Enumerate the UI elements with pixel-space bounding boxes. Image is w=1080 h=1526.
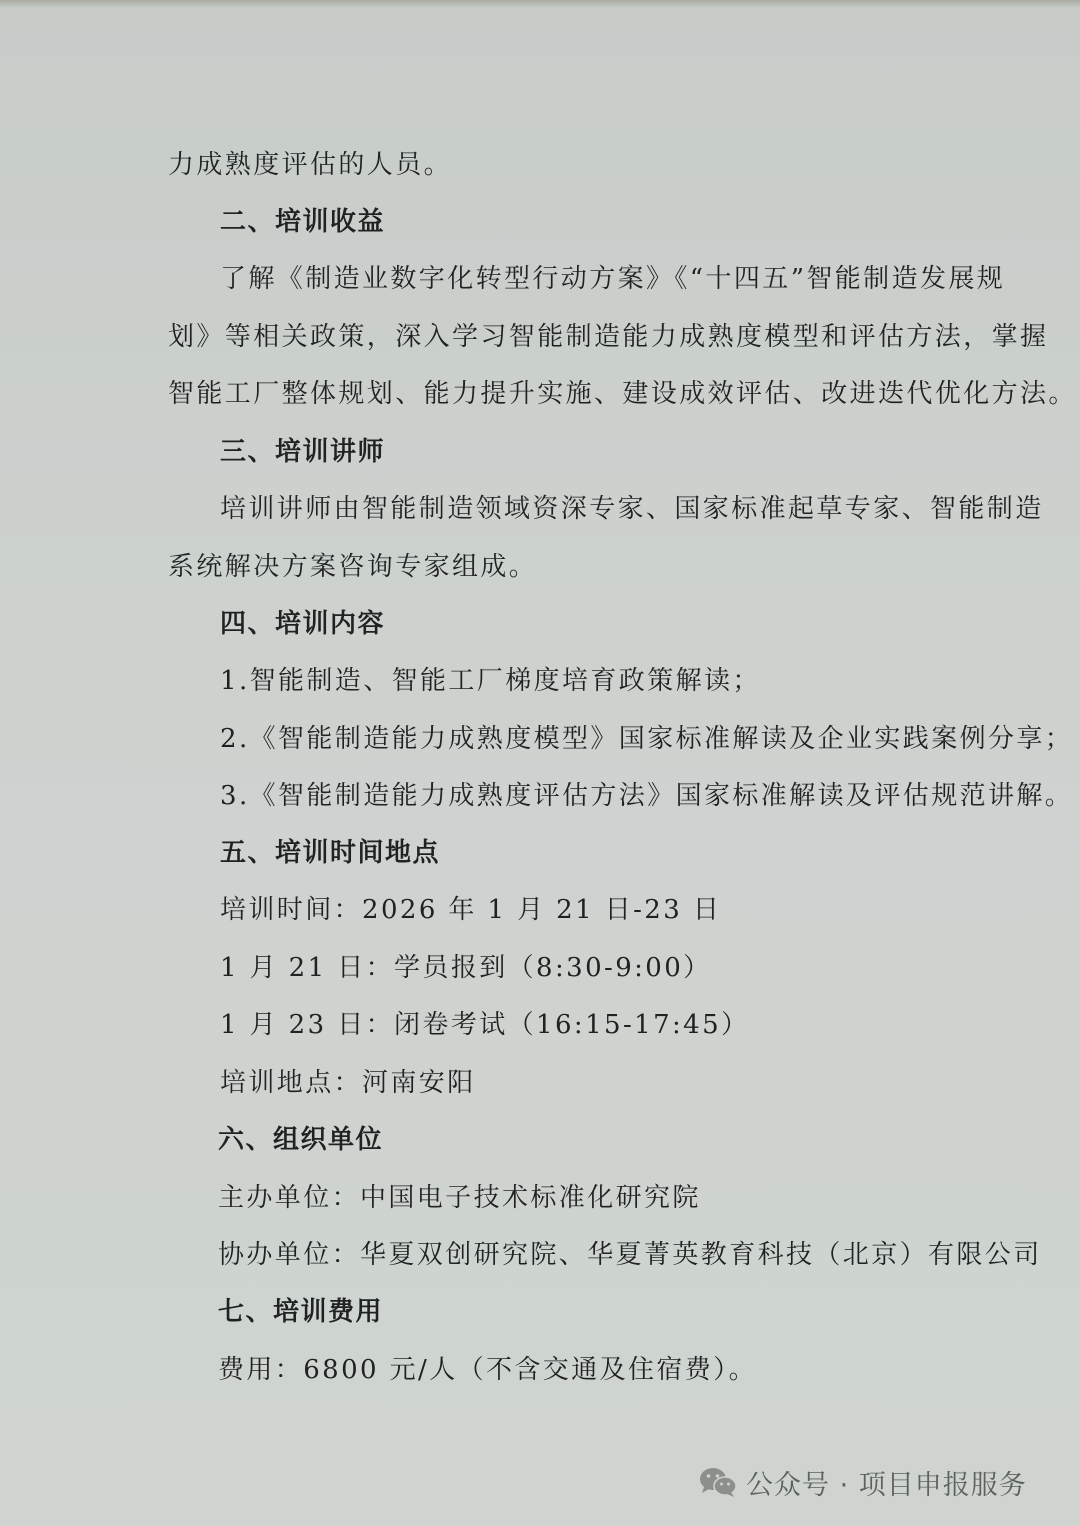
- paragraph-line: 智能工厂整体规划、能力提升实施、建设成效评估、改进迭代优化方法。: [168, 379, 1077, 409]
- paragraph-line: 力成熟度评估的人员。: [168, 150, 453, 180]
- training-fee: 费用：6800 元/人（不含交通及住宿费）。: [218, 1355, 757, 1385]
- paragraph-line: 了解《制造业数字化转型行动方案》《“十四五”智能制造发展规: [220, 264, 1006, 294]
- list-item: 1.智能制造、智能工厂梯度培育政策解读；: [220, 666, 761, 696]
- list-item: 3.《智能制造能力成熟度评估方法》国家标准解读及评估规范讲解。: [220, 781, 1074, 811]
- section-heading-benefits: 二、培训收益: [220, 207, 386, 237]
- watermark-text: 公众号 · 项目申报服务: [746, 1469, 1027, 1501]
- watermark: [698, 1462, 1027, 1502]
- section-heading-lecturers: 三、培训讲师: [220, 437, 386, 467]
- section-heading-time-place: 五、培训时间地点: [220, 838, 441, 868]
- wechat-icon: [698, 1465, 738, 1499]
- paragraph-line: 培训讲师由智能制造领域资深专家、国家标准起草专家、智能制造: [220, 494, 1044, 524]
- paragraph-line: 划》等相关政策，深入学习智能制造能力成熟度模型和评估方法，掌握: [168, 322, 1049, 352]
- section-heading-organizers: 六、组织单位: [218, 1125, 384, 1155]
- paragraph-line: 系统解决方案咨询专家组成。: [168, 552, 538, 582]
- training-time: 培训时间：2026 年 1 月 21 日-23 日: [220, 895, 722, 925]
- schedule-item: 1 月 21 日：学员报到（8:30-9:00）: [220, 953, 712, 983]
- list-item: 2.《智能制造能力成熟度模型》国家标准解读及企业实践案例分享；: [220, 724, 1074, 754]
- section-heading-fee: 七、培训费用: [218, 1297, 384, 1327]
- page-edge-shadow: [0, 0, 1080, 8]
- co-organizer: 协办单位：华夏双创研究院、华夏菁英教育科技（北京）有限公司: [218, 1240, 1042, 1270]
- section-heading-content: 四、培训内容: [220, 609, 386, 639]
- schedule-item: 1 月 23 日：闭卷考试（16:15-17:45）: [220, 1010, 750, 1040]
- training-location: 培训地点：河南安阳: [220, 1068, 476, 1098]
- host-organization: 主办单位：中国电子技术标准化研究院: [218, 1183, 701, 1213]
